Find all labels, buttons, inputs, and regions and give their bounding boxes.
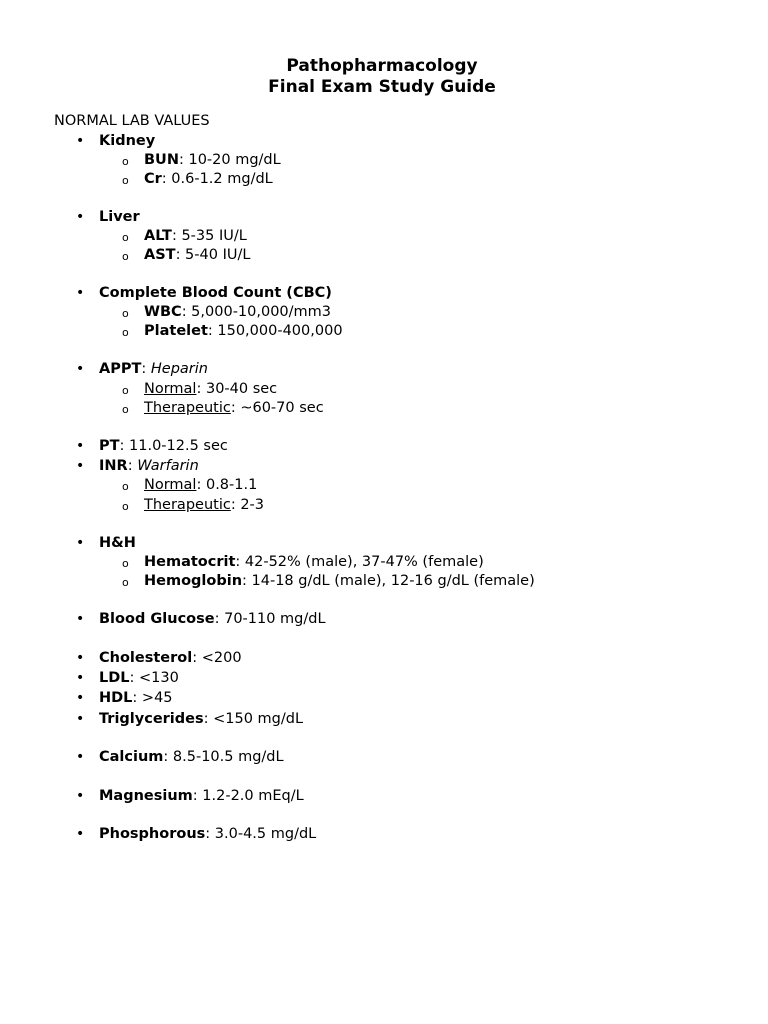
bullet-icon: •	[76, 650, 85, 666]
item-value: : 0.8-1.1	[196, 477, 258, 493]
item-text	[144, 322, 343, 341]
item-label: BUN	[144, 152, 179, 168]
item-text	[144, 380, 277, 399]
bullet-icon: •	[76, 438, 85, 454]
item-value: : 2-3	[230, 497, 265, 513]
item-note: Heparin	[150, 361, 208, 377]
item-value: : ~60-70 sec	[230, 400, 324, 416]
item-value: : 150,000-400,000	[207, 323, 343, 339]
document-subtitle: Final Exam Study Guide	[268, 77, 496, 97]
item-label: AST	[144, 247, 176, 263]
sub-bullet-icon: o	[122, 155, 129, 168]
item-label: Magnesium	[99, 788, 193, 804]
item-text	[144, 246, 250, 265]
item-text	[99, 360, 208, 379]
sub-bullet-icon: o	[122, 403, 129, 416]
item-label: INR	[99, 458, 128, 474]
item-value: : <200	[192, 650, 242, 666]
bullet-icon: •	[76, 711, 85, 727]
item-value: :	[127, 458, 138, 474]
item-label: Hematocrit	[144, 554, 236, 570]
item-value: : 0.6-1.2 mg/dL	[161, 171, 273, 187]
item-text	[99, 649, 242, 668]
item-value: : 8.5-10.5 mg/dL	[163, 749, 284, 765]
sub-bullet-icon: o	[122, 576, 129, 589]
item-text	[144, 227, 247, 246]
item-text	[99, 669, 179, 688]
bullet-icon: •	[76, 826, 85, 842]
sub-bullet-icon: o	[122, 231, 129, 244]
sub-bullet-icon: o	[122, 174, 129, 187]
item-text	[144, 572, 535, 591]
sub-bullet-icon: o	[122, 326, 129, 339]
item-label: Cr	[144, 171, 162, 187]
item-text	[144, 303, 331, 322]
sub-bullet-icon: o	[122, 480, 129, 493]
bullet-icon: •	[76, 458, 85, 474]
item-text	[144, 496, 264, 515]
item-value: : 3.0-4.5 mg/dL	[205, 826, 317, 842]
item-label: Therapeutic	[144, 497, 231, 513]
item-label: Complete Blood Count (CBC)	[99, 285, 332, 301]
sub-bullet-icon: o	[122, 384, 129, 397]
item-value: : 42-52% (male), 37-47% (female)	[235, 554, 484, 570]
item-value: : 14-18 g/dL (male), 12-16 g/dL (female)	[242, 573, 535, 589]
bullet-icon: •	[76, 670, 85, 686]
item-text	[99, 748, 284, 767]
item-label: Kidney	[99, 133, 156, 149]
item-text	[144, 553, 484, 572]
item-value: : 70-110 mg/dL	[214, 611, 326, 627]
item-label: APPT	[99, 361, 142, 377]
item-value: : <130	[129, 670, 179, 686]
section-heading: NORMAL LAB VALUES	[54, 113, 210, 129]
item-label: ALT	[144, 228, 172, 244]
item-value: : 5-40 IU/L	[175, 247, 251, 263]
item-label: HDL	[99, 690, 133, 706]
item-label: Calcium	[99, 749, 164, 765]
item-text	[99, 208, 140, 227]
sub-bullet-icon: o	[122, 307, 129, 320]
item-value: : 10-20 mg/dL	[178, 152, 281, 168]
item-label: LDL	[99, 670, 130, 686]
item-text	[144, 151, 281, 170]
bullet-icon: •	[76, 209, 85, 225]
item-text	[99, 710, 303, 729]
item-value: : 5-35 IU/L	[171, 228, 247, 244]
bullet-icon: •	[76, 133, 85, 149]
bullet-icon: •	[76, 611, 85, 627]
item-label: WBC	[144, 304, 182, 320]
item-value: : <150 mg/dL	[203, 711, 304, 727]
item-text	[144, 170, 273, 189]
item-label: PT	[99, 438, 120, 454]
item-label: Normal	[144, 381, 197, 397]
item-text	[99, 610, 326, 629]
item-value: :	[141, 361, 151, 377]
item-text	[99, 132, 155, 151]
bullet-icon: •	[76, 749, 85, 765]
item-text	[144, 476, 257, 495]
item-label: Normal	[144, 477, 197, 493]
sub-bullet-icon: o	[122, 250, 129, 263]
item-text	[99, 787, 304, 806]
item-text	[99, 437, 228, 456]
item-value: : >45	[132, 690, 173, 706]
item-text	[99, 825, 316, 844]
item-value: : 5,000-10,000/mm3	[181, 304, 332, 320]
item-text	[99, 284, 332, 303]
item-note: Warfarin	[137, 458, 199, 474]
bullet-icon: •	[76, 690, 85, 706]
bullet-icon: •	[76, 285, 85, 301]
item-label: Blood Glucose	[99, 611, 215, 627]
item-label: Therapeutic	[144, 400, 231, 416]
bullet-icon: •	[76, 535, 85, 551]
item-label: Platelet	[144, 323, 208, 339]
item-text	[99, 689, 173, 708]
item-value: : 11.0-12.5 sec	[119, 438, 228, 454]
item-value: : 1.2-2.0 mEq/L	[192, 788, 304, 804]
sub-bullet-icon: o	[122, 500, 129, 513]
item-label: Phosphorous	[99, 826, 206, 842]
item-label: H&H	[99, 535, 136, 551]
item-text	[99, 534, 136, 553]
bullet-icon: •	[76, 361, 85, 377]
item-label: Hemoglobin	[144, 573, 243, 589]
item-value: : 30-40 sec	[196, 381, 278, 397]
item-label: Liver	[99, 209, 140, 225]
item-text	[144, 399, 324, 418]
sub-bullet-icon: o	[122, 557, 129, 570]
bullet-icon: •	[76, 788, 85, 804]
document-title: Pathopharmacology	[286, 56, 478, 76]
item-label: Cholesterol	[99, 650, 193, 666]
item-label: Triglycerides	[99, 711, 204, 727]
item-text	[99, 457, 199, 476]
